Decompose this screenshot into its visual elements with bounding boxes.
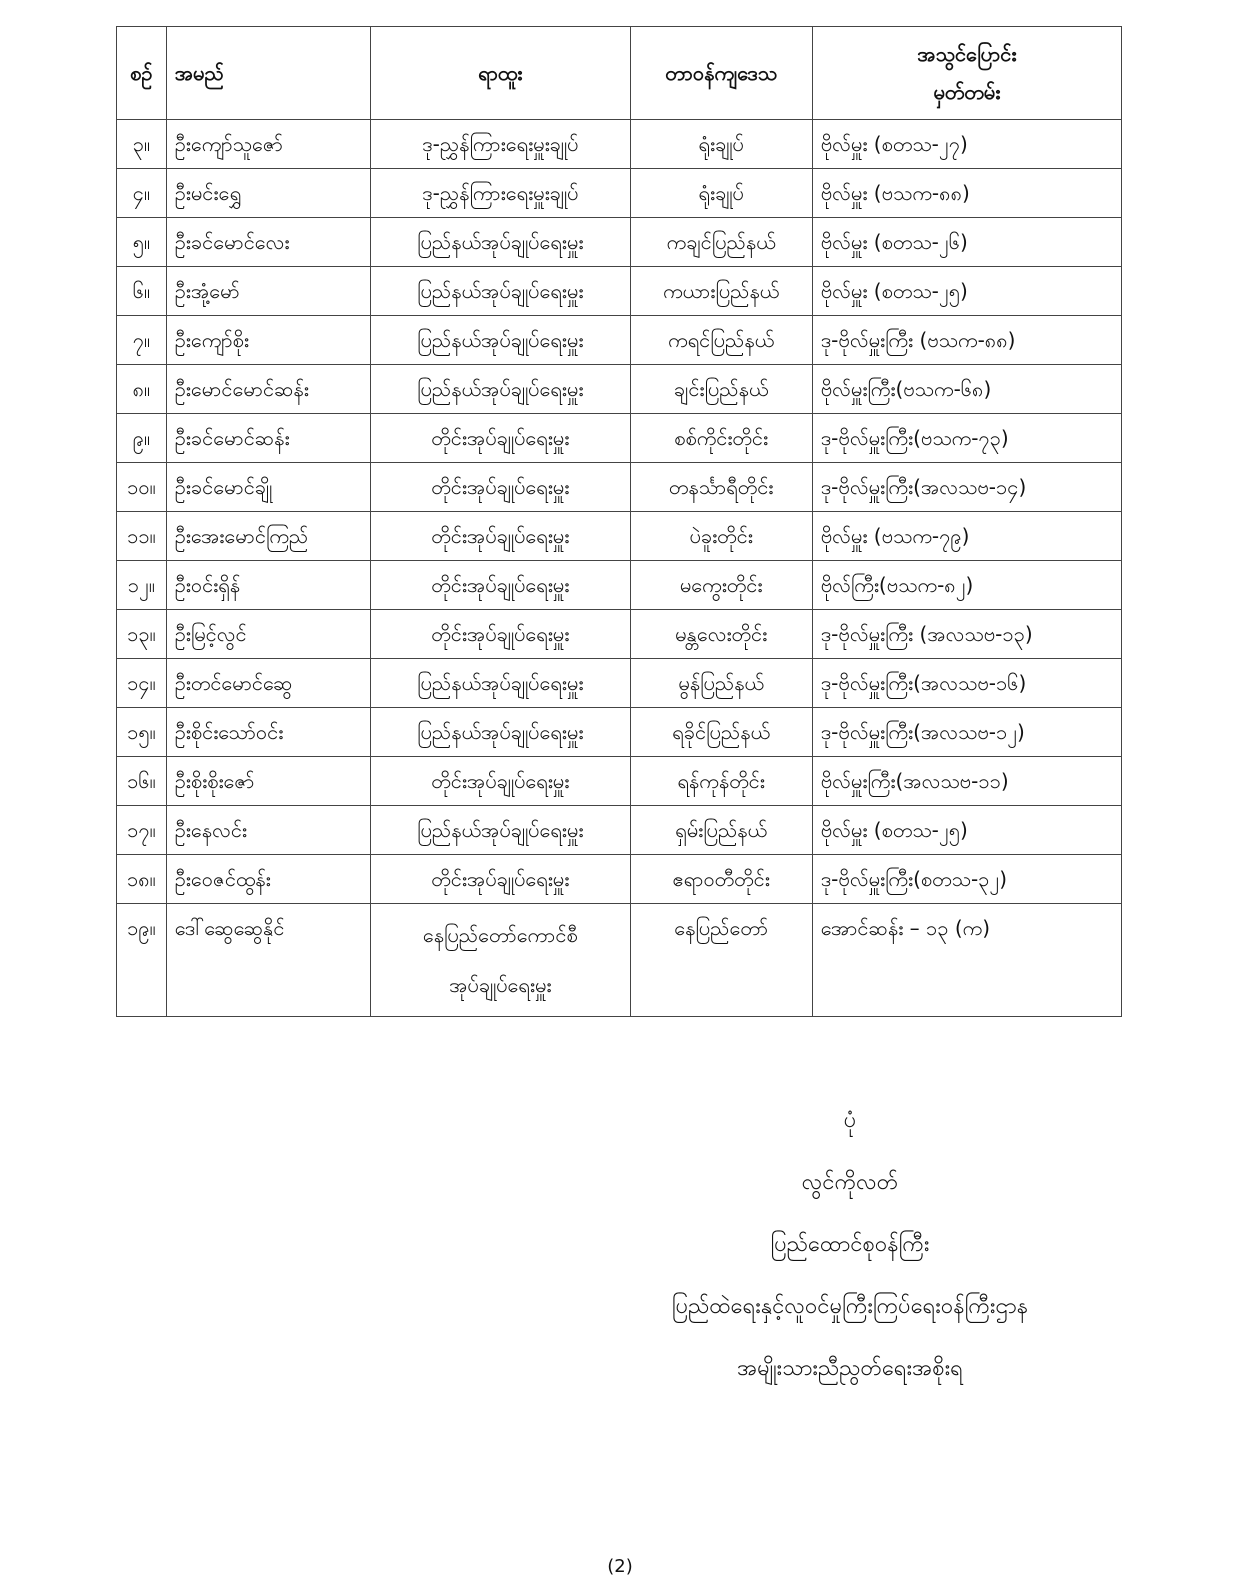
cell-name: ဦးမြင့်လွင် [166,610,370,659]
cell-no: ၁၅။ [117,708,167,757]
cell-post: ဒု-ညွှန်ကြားရေးမှူးချုပ် [371,169,631,218]
table-row [117,561,1122,610]
header-ref-line2: မှတ်တမ်း [933,80,1001,104]
cell-post: ပြည်နယ်အုပ်ချုပ်ရေးမှူး [371,806,631,855]
cell-no: ၆။ [117,267,167,316]
cell-post: တိုင်းအုပ်ချုပ်ရေးမှူး [371,414,631,463]
cell-no: ၅။ [117,218,167,267]
cell-region: ချင်းပြည်နယ် [630,365,812,414]
cell-no: ၁၇။ [117,806,167,855]
cell-no: ၈။ [117,365,167,414]
cell-region: ရုံးချုပ် [630,169,812,218]
table-row [117,806,1122,855]
cell-post: ပြည်နယ်အုပ်ချုပ်ရေးမှူး [371,659,631,708]
cell-ref: ဗိုလ်မှူး (စတသ-၂၅) [812,806,1121,855]
cell-ref: ဗိုလ်မှူး (စတသ-၂၆) [812,218,1121,267]
cell-name: ဦးအေးမောင်ကြည် [166,512,370,561]
cell-region: ပဲခူးတိုင်း [630,512,812,561]
table-row [117,659,1122,708]
table-body [117,120,1122,1017]
cell-ref: ဒု-ဗိုလ်မှူးကြီး(အလသဗ-၁၄) [812,463,1121,512]
cell-no: ၁၁။ [117,512,167,561]
table-row [117,904,1122,1017]
cell-name: ဦးအုံ့မော် [166,267,370,316]
officials-table [116,26,1122,1017]
header-no: စဉ် [117,27,167,120]
cell-name: ဦးကျော်စိုး [166,316,370,365]
cell-post: တိုင်းအုပ်ချုပ်ရေးမှူး [371,610,631,659]
cell-post: ပြည်နယ်အုပ်ချုပ်ရေးမှူး [371,365,631,414]
cell-post-line1: နေပြည်တော်ကောင်စီ [422,923,578,947]
cell-no: ၁၀။ [117,463,167,512]
cell-ref: ဗိုလ်မှူးကြီး(ဗသက-၆၈) [812,365,1121,414]
table-header-row [117,27,1122,120]
header-post: ရာထူး [371,27,631,120]
table-row [117,365,1122,414]
cell-ref: ဗိုလ်မှူး (စတသ-၂၅) [812,267,1121,316]
cell-region: မကွေးတိုင်း [630,561,812,610]
table-row [117,855,1122,904]
cell-post: ပြည်နယ်အုပ်ချုပ်ရေးမှူး [371,218,631,267]
cell-ref: အောင်ဆန်း – ၁၃ (က) [812,904,1121,1017]
cell-post: တိုင်းအုပ်ချုပ်ရေးမှူး [371,463,631,512]
header-ref [812,27,1121,120]
cell-region: တနင်္သာရီတိုင်း [630,463,812,512]
cell-post: တိုင်းအုပ်ချုပ်ရေးမှူး [371,757,631,806]
cell-no: ၁၈။ [117,855,167,904]
cell-region: ကယားပြည်နယ် [630,267,812,316]
cell-ref: ဗိုလ်မှူး (စတသ-၂၇) [812,120,1121,169]
cell-region: ရှမ်းပြည်နယ် [630,806,812,855]
cell-post: တိုင်းအုပ်ချုပ်ရေးမှူး [371,561,631,610]
signature-name: လွင်ကိုလတ် [801,1170,899,1195]
cell-name: ဦးဝင်းရှိန် [166,561,370,610]
header-ref-line1: အသွင်ပြောင်း [917,42,1017,66]
cell-no: ၁၉။ [117,904,167,1017]
cell-region: မန္တလေးတိုင်း [630,610,812,659]
cell-no: ၁၃။ [117,610,167,659]
cell-name: ဦးကျော်သူဇော် [166,120,370,169]
cell-no: ၃။ [117,120,167,169]
cell-region: ရန်ကုန်တိုင်း [630,757,812,806]
cell-name: ဦးတင်မောင်ဆွေ [166,659,370,708]
cell-name: ဦးနေလင်း [166,806,370,855]
cell-ref: ဒု-ဗိုလ်မှူးကြီး(စတသ-၃၂) [812,855,1121,904]
cell-region: ရခိုင်ပြည်နယ် [630,708,812,757]
cell-post: ဒု-ညွှန်ကြားရေးမှူးချုပ် [371,120,631,169]
cell-ref: ဗိုလ်မှူး (ဗသက-၇၉) [812,512,1121,561]
cell-ref: ဗိုလ်မှူး (ဗသက-၈၈) [812,169,1121,218]
table-row [117,463,1122,512]
signature-government: အမျိုးသားညီညွတ်ရေးအစိုးရ [737,1356,963,1381]
cell-ref: ဗိုလ်ကြီး(ဗသက-၈၂) [812,561,1121,610]
cell-no: ၇။ [117,316,167,365]
header-name: အမည် [166,27,370,120]
cell-ref: ဒု-ဗိုလ်မှူးကြီး (ဗသက-၈၈) [812,316,1121,365]
table-row [117,610,1122,659]
cell-name: ဦးဝေဇင်ထွန်း [166,855,370,904]
signature-line-1: ပုံ [843,1108,857,1133]
cell-region: ကချင်ပြည်နယ် [630,218,812,267]
cell-ref: ဒု-ဗိုလ်မှူးကြီး (အလသဗ-၁၃) [812,610,1121,659]
page-number: (2) [607,1556,633,1577]
cell-no: ၁၄။ [117,659,167,708]
cell-name: ဦးစိုးစိုးဇော် [166,757,370,806]
cell-name: ဒေါ်ဆွေဆွေနိုင် [166,904,370,1017]
table-row [117,169,1122,218]
cell-no: ၉။ [117,414,167,463]
cell-ref: ဗိုလ်မှူးကြီး(အလသဗ-၁၁) [812,757,1121,806]
cell-ref: ဒု-ဗိုလ်မှူးကြီး(ဗသက-၇၃) [812,414,1121,463]
cell-post: ပြည်နယ်အုပ်ချုပ်ရေးမှူး [371,316,631,365]
cell-no: ၁၂။ [117,561,167,610]
cell-name: ဦးခင်မောင်ချို [166,463,370,512]
cell-region: စစ်ကိုင်းတိုင်း [630,414,812,463]
cell-region: ကရင်ပြည်နယ် [630,316,812,365]
cell-post: တိုင်းအုပ်ချုပ်ရေးမှူး [371,512,631,561]
cell-name: ဦးမောင်မောင်ဆန်း [166,365,370,414]
table-row [117,708,1122,757]
signature-title: ပြည်ထောင်စုဝန်ကြီး [770,1232,930,1257]
table-row [117,120,1122,169]
cell-post [371,904,631,1017]
cell-post: ပြည်နယ်အုပ်ချုပ်ရေးမှူး [371,708,631,757]
cell-name: ဦးမင်းရွှေ [166,169,370,218]
cell-post: တိုင်းအုပ်ချုပ်ရေးမှူး [371,855,631,904]
cell-name: ဦးခင်မောင်လေး [166,218,370,267]
table-row [117,414,1122,463]
cell-region: မွန်ပြည်နယ် [630,659,812,708]
cell-region: ဧရာဝတီတိုင်း [630,855,812,904]
cell-ref: ဒု-ဗိုလ်မှူးကြီး(အလသဗ-၁၆) [812,659,1121,708]
cell-post-line2: အုပ်ချုပ်ရေးမှူး [449,973,552,997]
cell-region: ရုံးချုပ် [630,120,812,169]
signature-block [600,1090,1100,1400]
cell-region: နေပြည်တော် [630,904,812,1017]
signature-ministry: ပြည်ထဲရေးနှင့်လူဝင်မှုကြီးကြပ်ရေးဝန်ကြီးဌာန [671,1294,1029,1319]
cell-name: ဦးစိုင်းသော်ဝင်း [166,708,370,757]
cell-ref: ဒု-ဗိုလ်မှူးကြီး(အလသဗ-၁၂) [812,708,1121,757]
header-region: တာဝန်ကျဒေသ [630,27,812,120]
cell-no: ၄။ [117,169,167,218]
table-row [117,512,1122,561]
table-row [117,218,1122,267]
table-row [117,267,1122,316]
cell-post: ပြည်နယ်အုပ်ချုပ်ရေးမှူး [371,267,631,316]
table-row [117,316,1122,365]
cell-no: ၁၆။ [117,757,167,806]
cell-name: ဦးခင်မောင်ဆန်း [166,414,370,463]
table-row [117,757,1122,806]
